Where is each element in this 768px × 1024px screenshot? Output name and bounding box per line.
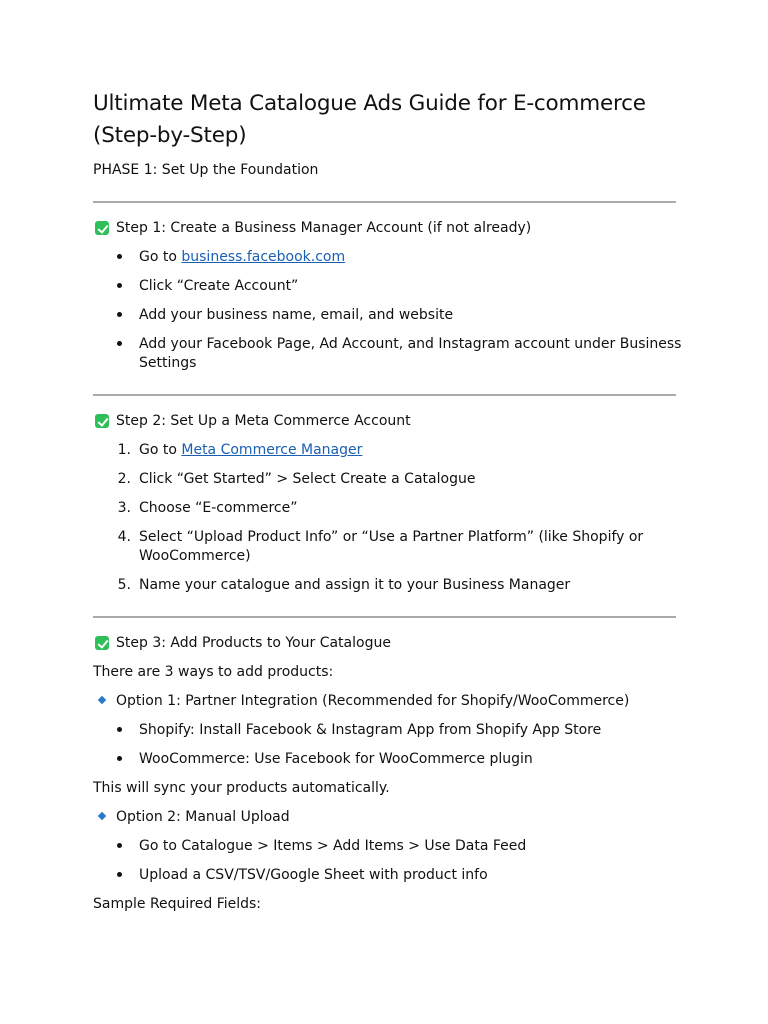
step1-heading: Step 1: Create a Business Manager Account (if not already) xyxy=(116,220,532,236)
bullet-icon xyxy=(117,756,122,761)
blue-diamond-icon xyxy=(98,696,106,704)
step2-item-get-started: Click “Get Started” > Select Create a Catalogue xyxy=(139,471,476,487)
option2-label: Option 2: Manual Upload xyxy=(116,809,290,825)
step2-item-choose: Choose “E-commerce” xyxy=(139,500,298,516)
go-to-text: Go to xyxy=(139,442,182,458)
option1-item: Shopify: Install Facebook & Instagram App from Shopify App Store xyxy=(139,722,602,738)
check-mark-icon xyxy=(95,636,109,650)
bullet-icon xyxy=(117,283,122,288)
bullet-icon xyxy=(117,254,122,259)
list-number: 3. xyxy=(117,500,131,516)
option1-item: WooCommerce: Use Facebook for WooCommerce plugin xyxy=(139,751,533,767)
step1-item-business-info: Add your business name, email, and website xyxy=(139,307,454,323)
step1-item-go-to xyxy=(139,247,345,267)
step2-item-select-line2: WooCommerce) xyxy=(139,548,251,564)
step3-heading: Step 3: Add Products to Your Catalogue xyxy=(116,635,391,651)
step2-item-select-line1: Select “Upload Product Info” or “Use a Partner Platform” (like Shopify or xyxy=(139,529,644,545)
list-number: 5. xyxy=(117,577,131,593)
go-to-text: Go to xyxy=(139,249,182,265)
option1-label: Option 1: Partner Integration (Recommended for Shopify/WooCommerce) xyxy=(116,693,630,709)
divider xyxy=(93,616,676,618)
option2-item: Upload a CSV/TSV/Google Sheet with product info xyxy=(139,867,488,883)
divider xyxy=(93,201,676,203)
check-mark-icon xyxy=(95,221,109,235)
option2-item: Go to Catalogue > Items > Add Items > Use Data Feed xyxy=(139,838,527,854)
divider xyxy=(93,394,676,396)
business-facebook-link[interactable]: business.facebook.com xyxy=(181,249,346,265)
step3-intro: There are 3 ways to add products: xyxy=(93,664,334,680)
phase-heading: PHASE 1: Set Up the Foundation xyxy=(93,162,319,178)
list-number: 2. xyxy=(117,471,131,487)
bullet-icon xyxy=(117,872,122,877)
sample-fields-heading: Sample Required Fields: xyxy=(93,896,262,912)
list-number: 4. xyxy=(117,529,131,545)
blue-diamond-icon xyxy=(98,812,106,820)
document-title: Ultimate Meta Catalogue Ads Guide for E-commerce (Step-by-Step) xyxy=(93,91,646,148)
meta-commerce-manager-link[interactable]: Meta Commerce Manager xyxy=(181,442,363,458)
bullet-icon xyxy=(117,727,122,732)
bullet-icon xyxy=(117,843,122,848)
bullet-icon xyxy=(117,312,122,317)
step2-heading: Step 2: Set Up a Meta Commerce Account xyxy=(116,413,411,429)
list-number: 1. xyxy=(117,442,131,458)
step2-item-name: Name your catalogue and assign it to your Business Manager xyxy=(139,577,571,593)
bullet-icon xyxy=(117,341,122,346)
step2-item-go-to xyxy=(139,440,362,460)
check-mark-icon xyxy=(95,414,109,428)
step1-item-create-account: Click “Create Account” xyxy=(139,278,299,294)
sync-note: This will sync your products automatically. xyxy=(93,780,390,796)
step1-item-add-page-line1: Add your Facebook Page, Ad Account, and Instagram account under Business xyxy=(139,336,682,352)
step1-item-add-page-line2: Settings xyxy=(139,355,197,371)
